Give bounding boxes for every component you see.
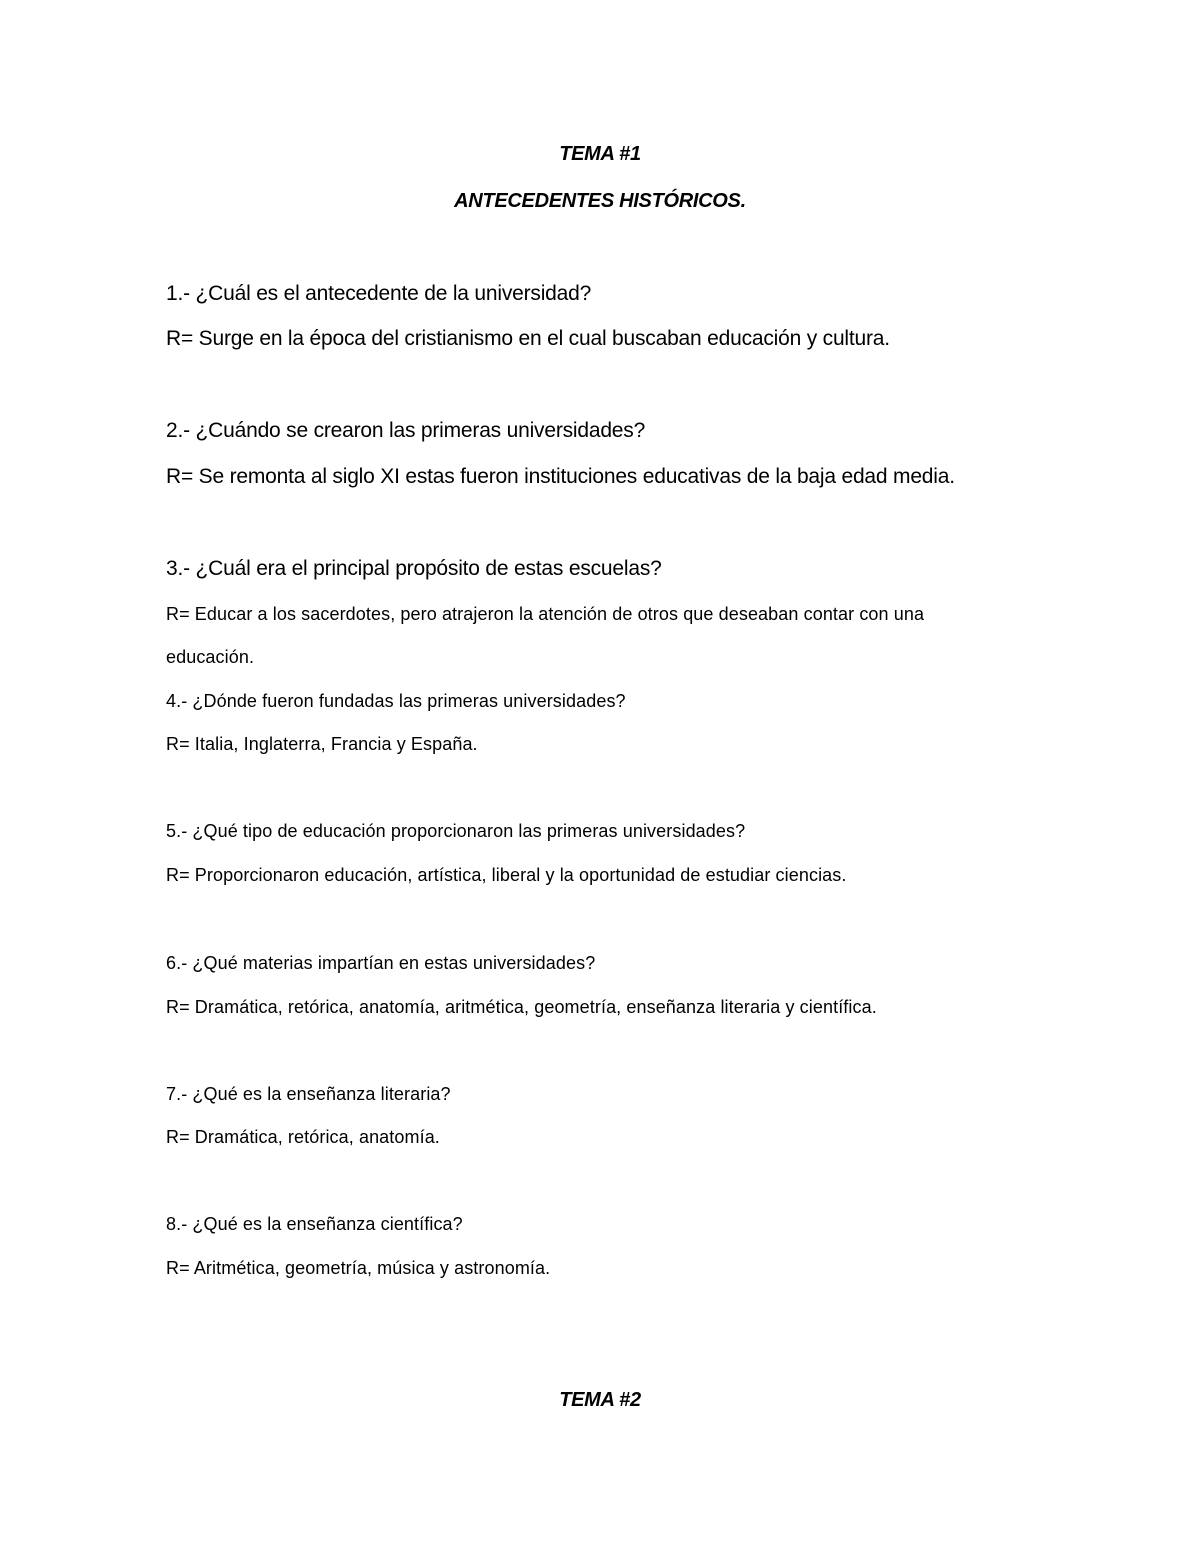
question-8: 8.- ¿Qué es la enseñanza científica? [166,1214,463,1234]
tema2-title: TEMA #2 [559,1389,641,1411]
answer-4: R= Italia, Inglaterra, Francia y España. [166,734,478,754]
answer-2: R= Se remonta al siglo XI estas fueron instituciones educativas de la baja edad media. [166,465,955,488]
tema1-title: TEMA #1 [559,143,641,165]
question-7: 7.- ¿Qué es la enseñanza literaria? [166,1084,451,1104]
answer-7: R= Dramática, retórica, anatomía. [166,1127,440,1147]
answer-3-line-1: R= Educar a los sacerdotes, pero atrajeron la atención de otros que deseaban contar con una [166,604,925,624]
answer-6: R= Dramática, retórica, anatomía, aritmética, geometría, enseñanza literaria y científica. [166,997,877,1017]
answer-8: R= Aritmética, geometría, música y astronomía. [166,1258,551,1278]
answer-1: R= Surge en la época del cristianismo en el cual buscaban educación y cultura. [166,327,890,350]
question-3: 3.- ¿Cuál era el principal propósito de estas escuelas? [166,557,662,580]
question-6: 6.- ¿Qué materias impartían en estas universidades? [166,953,596,973]
answer-5: R= Proporcionaron educación, artística, liberal y la oportunidad de estudiar ciencias. [166,865,847,885]
question-4: 4.- ¿Dónde fueron fundadas las primeras universidades? [166,691,626,711]
question-2: 2.- ¿Cuándo se crearon las primeras universidades? [166,419,646,442]
tema1-subtitle: ANTECEDENTES HISTÓRICOS. [454,190,746,212]
question-1: 1.- ¿Cuál es el antecedente de la universidad? [166,282,592,305]
question-5: 5.- ¿Qué tipo de educación proporcionaron las primeras universidades? [166,821,746,841]
answer-3-line-2: educación. [166,647,255,667]
